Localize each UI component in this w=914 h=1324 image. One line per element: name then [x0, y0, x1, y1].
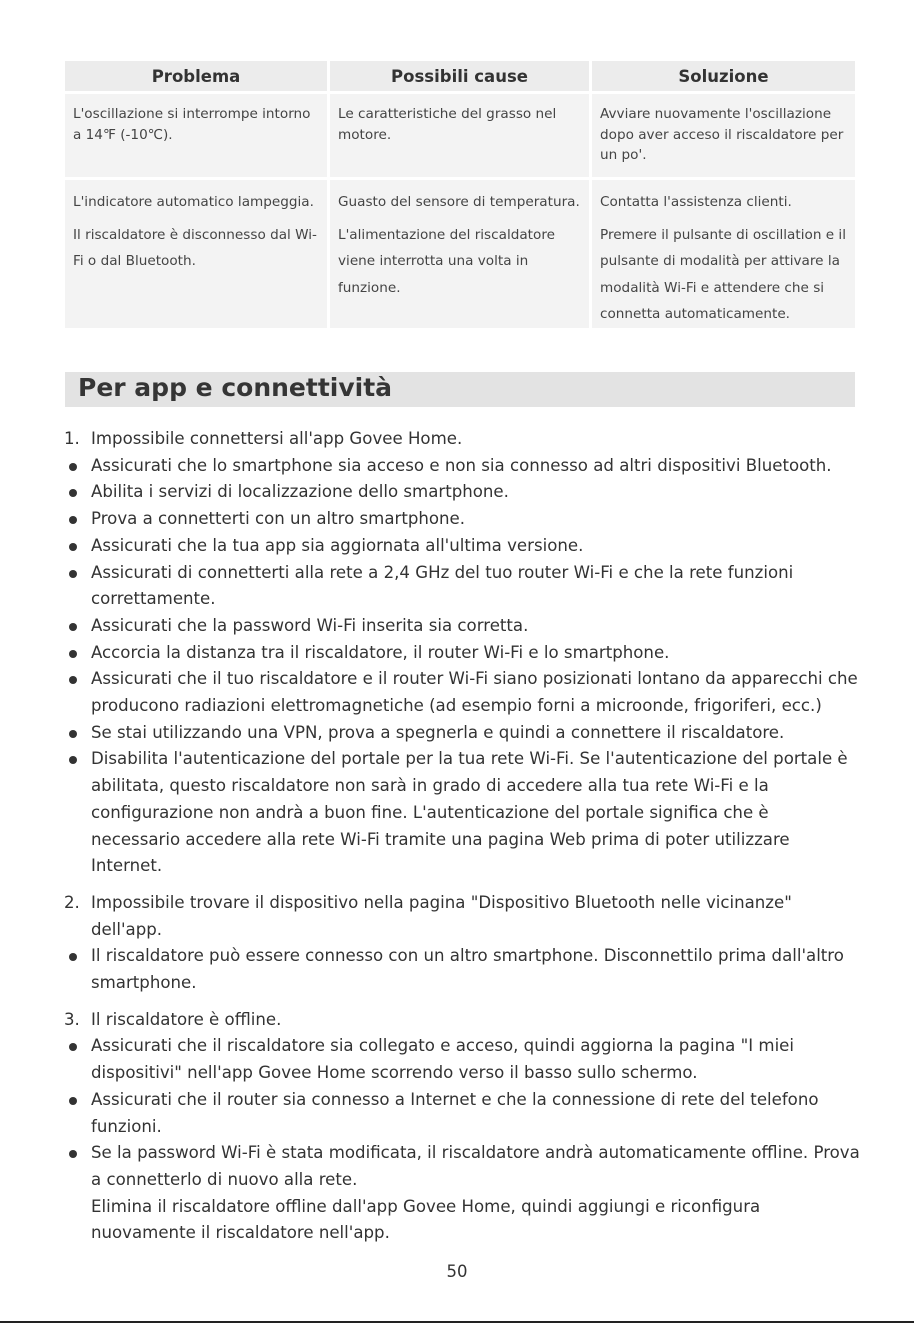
bullet-icon	[69, 489, 77, 497]
bullet-text: Assicurati che il tuo riscaldatore e il router Wi-Fi siano posizionati lontano da apparecchi che producono radiazioni elettromagnetiche (ad esempio forni a microonde, frigoriferi, ecc.)	[91, 669, 858, 716]
table-row	[65, 180, 855, 328]
bullet-icon	[69, 570, 77, 578]
question-heading	[62, 1007, 862, 1034]
list-item	[62, 533, 862, 560]
header-causes: Possibili cause	[330, 61, 589, 91]
problem-text: L'oscillazione si interrompe intorno a 14℉ (-10℃).	[73, 106, 311, 143]
cell-problem	[65, 180, 327, 328]
bullet-text: Accorcia la distanza tra il riscaldatore, il router Wi-Fi e lo smartphone.	[91, 642, 670, 662]
cell-problem	[65, 94, 327, 177]
list-item	[62, 943, 862, 996]
table-header-row	[65, 61, 855, 91]
solution-text: Avviare nuovamente l'oscillazione dopo aver acceso il riscaldatore per un po'.	[600, 106, 844, 163]
table-row	[65, 94, 855, 177]
question-text: Impossibile trovare il dispositivo nella pagina "Dispositivo Bluetooth nelle vicinanze" dell'app.	[91, 892, 792, 939]
cell-solution	[592, 94, 855, 177]
cause-text: L'alimentazione del riscaldatore viene interrotta una volta in funzione.	[338, 226, 555, 296]
bullet-icon	[69, 463, 77, 471]
question-text: Il riscaldatore è offline.	[91, 1009, 282, 1029]
list-item	[62, 666, 862, 719]
bullet-text: Se stai utilizzando una VPN, prova a spegnerla e quindi a connettere il riscaldatore.	[91, 722, 785, 742]
bullet-icon	[69, 1043, 77, 1051]
bottom-divider	[0, 1321, 914, 1323]
bullet-text: Assicurati che lo smartphone sia acceso e non sia connesso ad altri dispositivi Bluetooth.	[91, 455, 832, 475]
list-item	[62, 1140, 862, 1193]
bullet-icon	[69, 730, 77, 738]
list-item	[62, 453, 862, 480]
problem-text: L'indicatore automatico lampeggia.	[73, 194, 314, 210]
question-text: Impossibile connettersi all'app Govee Home.	[91, 429, 463, 448]
note-text: Elimina il riscaldatore offline dall'app Govee Home, quindi aggiungi e riconfigura nuovamente il riscaldatore nell'app.	[91, 1196, 761, 1243]
bullet-icon	[69, 676, 77, 684]
question-number: 3.	[64, 1009, 80, 1029]
bullet-icon	[69, 1150, 77, 1158]
bullet-icon	[69, 623, 77, 631]
header-solution: Soluzione	[592, 61, 855, 91]
section-header	[65, 372, 855, 407]
list-item	[62, 746, 862, 880]
list-item	[62, 479, 862, 506]
list-item	[62, 506, 862, 533]
list-item	[62, 720, 862, 747]
solution-text: Premere il pulsante di oscillation e il pulsante di modalità per attivare la modalità Wi-Fi e attendere che si connetta automaticamente.	[600, 226, 846, 322]
bullet-text: Abilita i servizi di localizzazione dello smartphone.	[91, 482, 509, 502]
bullet-icon	[69, 756, 77, 764]
page-number: 50	[446, 1262, 468, 1281]
bullet-text: Se la password Wi-Fi è stata modificata, il riscaldatore andrà automaticamente offline. Prova a connetterlo di nuovo alla rete.	[91, 1143, 860, 1189]
list-item	[62, 640, 862, 667]
question-number: 2.	[64, 892, 80, 912]
bullet-text: Disabilita l'autenticazione del portale per la tua rete Wi-Fi. Se l'autenticazione del portale è abilitata, questo riscaldatore non sarà in grado di accedere alla tua rete Wi-Fi e la configurazione non andrà a buon fine. L'autenticazione del portale significa che è necessario accedere alla rete Wi-Fi tramite una pagina Web prima di poter utilizzare Internet.	[91, 749, 848, 876]
question-number: 1.	[64, 429, 80, 448]
list-item	[62, 560, 862, 613]
question-heading	[62, 890, 862, 943]
cell-cause	[330, 94, 589, 177]
bullet-text: Assicurati che la password Wi-Fi inserita sia corretta.	[91, 615, 529, 635]
question-heading	[62, 426, 862, 453]
faq-list	[62, 426, 862, 1247]
bullet-text: Assicurati di connetterti alla rete a 2,4 GHz del tuo router Wi-Fi e che la rete funzioni correttamente.	[91, 562, 794, 609]
cell-solution	[592, 180, 855, 328]
problem-text: Il riscaldatore è disconnesso dal Wi-Fi o dal Bluetooth.	[73, 226, 317, 269]
header-problem: Problema	[65, 61, 327, 91]
bullet-icon	[69, 953, 77, 961]
bullet-text: Prova a connetterti con un altro smartphone.	[91, 509, 466, 529]
list-item	[62, 613, 862, 640]
list-item	[62, 1087, 862, 1140]
bullet-icon	[69, 1097, 77, 1105]
bullet-icon	[69, 650, 77, 658]
section-title: Per app e connettività	[78, 373, 393, 402]
troubleshooting-table	[65, 61, 855, 328]
cause-text: Guasto del sensore di temperatura.	[338, 194, 580, 210]
cause-text: Le caratteristiche del grasso nel motore.	[338, 106, 557, 143]
bullet-text: Assicurati che il router sia connesso a Internet e che la connessione di rete del telefono funzioni.	[91, 1089, 819, 1136]
bullet-icon	[69, 543, 77, 551]
solution-text: Contatta l'assistenza clienti.	[600, 194, 792, 210]
bullet-text: Assicurati che la tua app sia aggiornata all'ultima versione.	[91, 535, 584, 555]
bullet-icon	[69, 516, 77, 524]
bullet-text: Assicurati che il riscaldatore sia collegato e acceso, quindi aggiorna la pagina "I miei dispositivi" nell'app Govee Home scorrendo verso il basso sullo schermo.	[91, 1036, 795, 1083]
bullet-text: Il riscaldatore può essere connesso con un altro smartphone. Disconnettilo prima dall'altro smartphone.	[91, 946, 844, 993]
cell-cause	[330, 180, 589, 328]
list-item	[62, 1033, 862, 1086]
